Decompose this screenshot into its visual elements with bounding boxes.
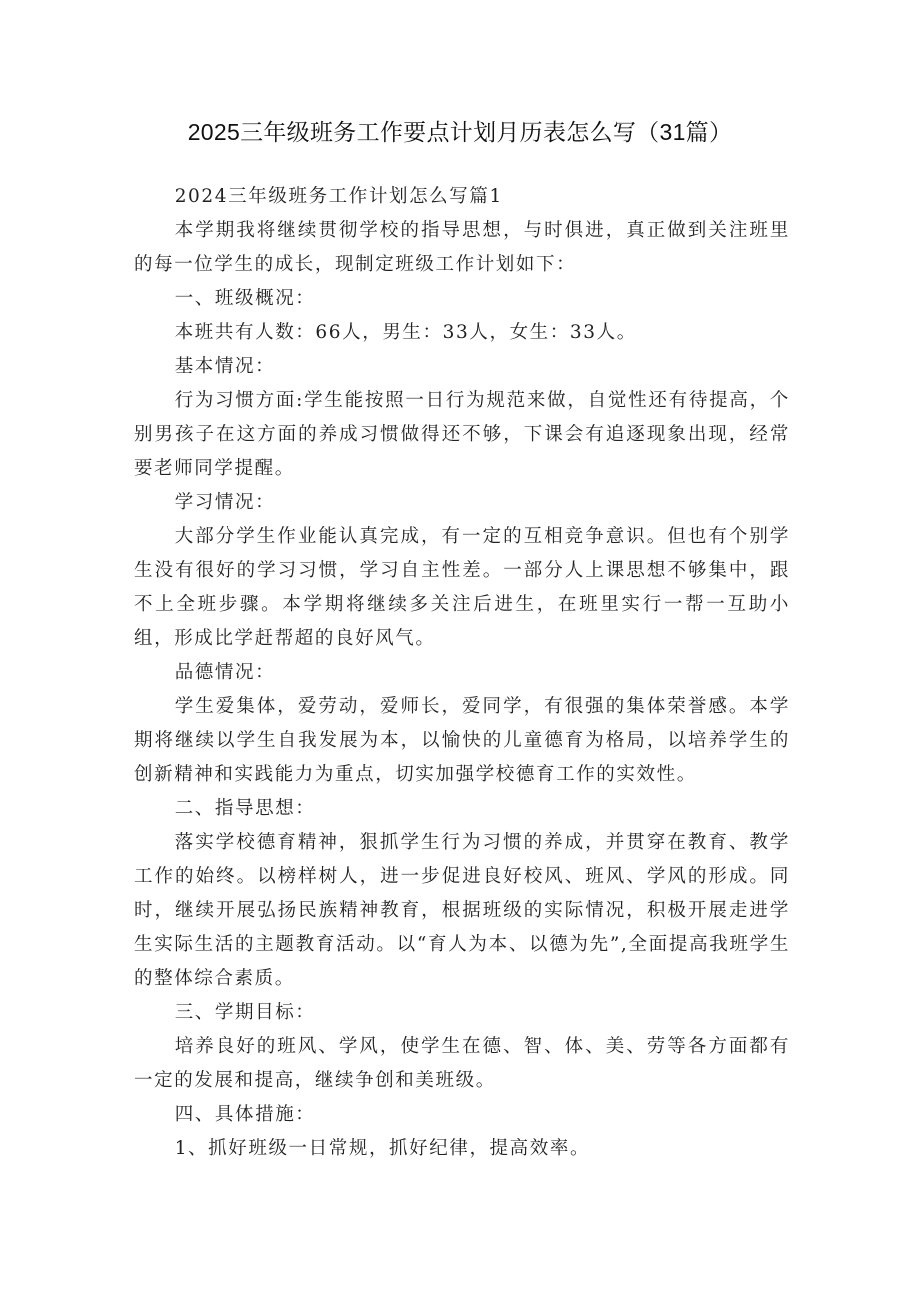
section-heading: 二、指导思想： [174, 798, 316, 819]
section-heading: 三、学期目标： [174, 1002, 316, 1023]
paragraph: 落实学校德育精神，狠抓学生行为习惯的养成，并贯穿在教育、教学工作的始终。以榜样树人，进一步促进良好校风、班风、学风的形成。同时，继续开展弘扬民族精神教育，根据班级的实际情况，积极开展走进学生实际生活的主题教育活动。以“育人为本、以德为先”,全面提高我班学生的整体综合素质。 [134, 832, 790, 989]
paragraph: 1、抓好班级一日常规，抓好纪律，提高效率。 [174, 1138, 591, 1159]
paragraph: 本班共有人数：66人，男生：33人，女生：33人。 [174, 322, 637, 343]
document-body [134, 180, 790, 1166]
paragraph: 培养良好的班风、学风，使学生在德、智、体、美、劳等各方面都有一定的发展和提高，继续争创和美班级。 [134, 1036, 790, 1091]
section-heading: 2024三年级班务工作计划怎么写篇1 [174, 186, 503, 207]
document-title: 2025三年级班务工作要点计划月历表怎么写（31篇） [187, 119, 733, 145]
section-heading: 四、具体措施： [174, 1104, 316, 1125]
section-heading: 一、班级概况： [174, 288, 316, 309]
paragraph: 大部分学生作业能认真完成，有一定的互相竞争意识。但也有个别学生没有很好的学习习惯，学习自主性差。一部分人上课思想不够集中，跟不上全班步骤。本学期将继续多关注后进生，在班里实行一帮一互助小组，形成比学赶帮超的良好风气。 [134, 526, 790, 649]
section-heading: 学习情况： [174, 492, 276, 513]
section-heading: 基本情况： [174, 356, 276, 377]
paragraph: 本学期我将继续贯彻学校的指导思想，与时俱进，真正做到关注班里的每一位学生的成长，现制定班级工作计划如下： [134, 220, 790, 275]
section-heading: 品德情况： [174, 662, 276, 683]
paragraph: 行为习惯方面:学生能按照一日行为规范来做，自觉性还有待提高，个别男孩子在这方面的养成习惯做得还不够，下课会有追逐现象出现，经常要老师同学提醒。 [134, 390, 790, 479]
paragraph: 学生爱集体，爱劳动，爱师长，爱同学，有很强的集体荣誉感。本学期将继续以学生自我发展为本，以愉快的儿童德育为格局，以培养学生的创新精神和实践能力为重点，切实加强学校德育工作的实效性。 [134, 696, 790, 785]
